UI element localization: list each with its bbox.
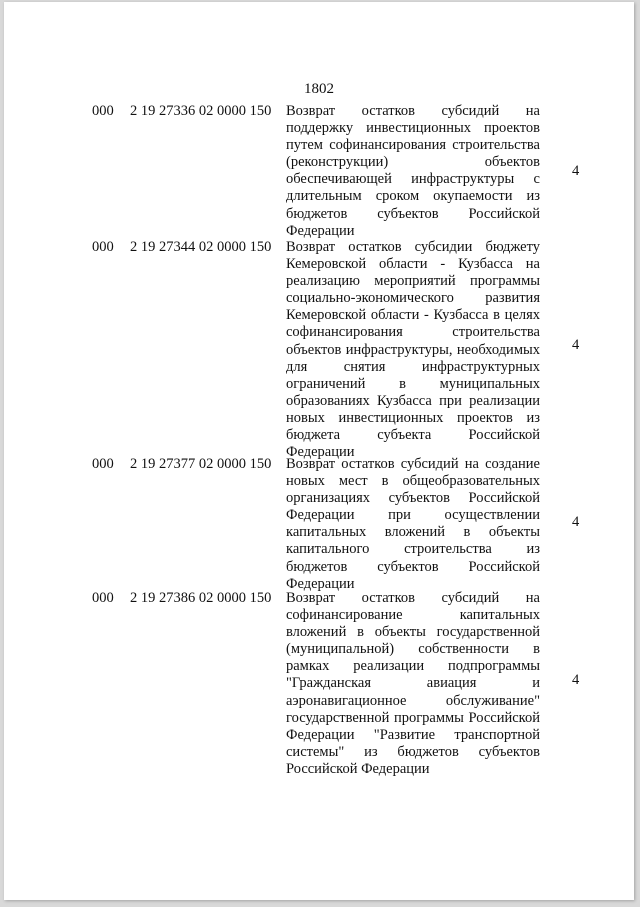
entry-amount: 4 bbox=[572, 163, 580, 179]
admin-code: 000 bbox=[92, 239, 114, 255]
admin-code: 000 bbox=[92, 456, 114, 472]
entry-description: Возврат остатков субсидий на поддержку инвестиционных проектов путем софинансирования строительства (реконструкции) объектов обеспечивающей инфраструктуры с длительным сроком окупаемости из бюджетов субъектов Российской Федерации bbox=[286, 103, 540, 239]
budget-classification-code: 2 19 27344 02 0000 150 bbox=[130, 239, 272, 255]
admin-code: 000 bbox=[92, 590, 114, 606]
entry-description: Возврат остатков субсидий на софинансирование капитальных вложений в объекты государственной (муниципальной) собственности в рамках реализации подпрограммы "Гражданская авиация и аэронавигационное обслуживание" государственной программы Российской Федерации "Развитие транспортной системы" из бюджетов субъектов Российской Федерации bbox=[286, 590, 540, 777]
entry-description: Возврат остатков субсидий на создание новых мест в общеобразовательных организациях субъектов Российской Федерации при осуществлении капитальных вложений в объекты капитального строительства из бюджетов субъектов Российской Федерации bbox=[286, 456, 540, 592]
budget-classification-code: 2 19 27386 02 0000 150 bbox=[130, 590, 272, 606]
entry-amount: 4 bbox=[572, 337, 580, 353]
entry-amount: 4 bbox=[572, 672, 580, 688]
entry-description: Возврат остатков субсидии бюджету Кемеровской области - Кузбасса на реализацию мероприятий программы социально-экономического развития Кемеровской области - Кузбасса в целях софинансирования строительства объектов инфраструктуры, необходимых для снятия инфраструктурных ограничений в муниципальных образованиях Кузбасса при реализации новых инвестиционных проектов из бюджета субъекта Российской Федерации bbox=[286, 239, 540, 461]
admin-code: 000 bbox=[92, 103, 114, 119]
page-number: 1802 bbox=[304, 81, 334, 97]
budget-classification-code: 2 19 27377 02 0000 150 bbox=[130, 456, 272, 472]
entry-amount: 4 bbox=[572, 514, 580, 530]
budget-classification-code: 2 19 27336 02 0000 150 bbox=[130, 103, 272, 119]
document-page bbox=[4, 2, 634, 900]
